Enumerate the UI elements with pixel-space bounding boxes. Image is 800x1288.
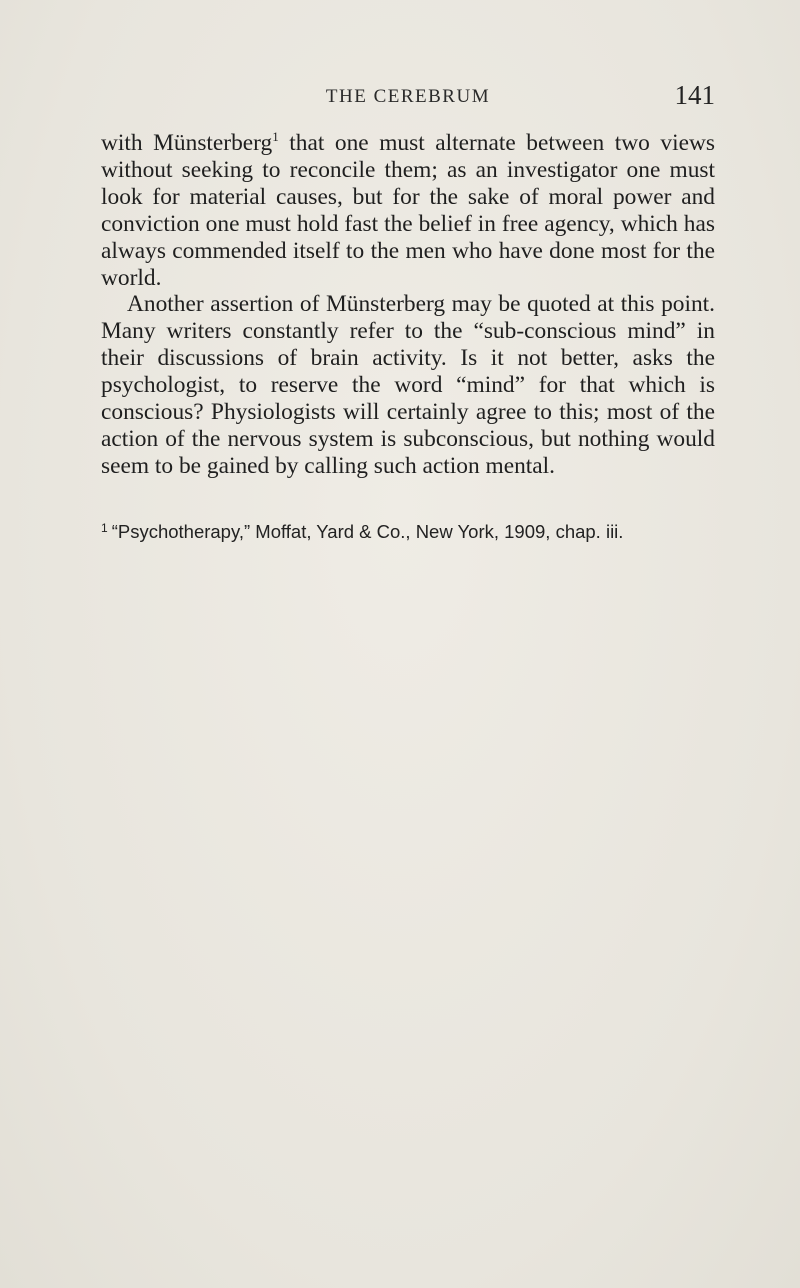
running-head xyxy=(101,80,715,110)
body-text xyxy=(101,130,715,480)
page-number: 141 xyxy=(674,80,715,110)
footnote-text: “Psychotherapy,” Moffat, Yard & Co., New York, 1909, chap. iii. xyxy=(111,521,624,542)
footnote xyxy=(101,520,715,544)
paragraph-1-start: with Münsterberg xyxy=(101,130,273,156)
footnote-reference: 1 xyxy=(272,129,279,144)
paragraph-2: Another assertion of Münsterberg may be quoted at this point. Many writers constantly refer to the “sub-conscious mind” in their discussions of brain activity. Is it not better, asks the psychologist, to reserve the word “mind” for that which is conscious? Physiologists will certainly agree to this; most of the action of the nervous system is subconscious, but nothing would seem to be gained by calling such action mental. xyxy=(101,291,715,479)
paragraph-1-rest: that one must alternate between two views without seeking to reconcile them; as an investigator one must look for material causes, but for the sake of moral power and conviction one must hold fast the belief in free agency, which has always commended itself to the men who have done most for the world. xyxy=(101,130,715,291)
paragraph-continued xyxy=(101,130,715,291)
footnote-marker: 1 xyxy=(101,521,108,535)
running-title: THE CEREBRUM xyxy=(325,86,491,107)
